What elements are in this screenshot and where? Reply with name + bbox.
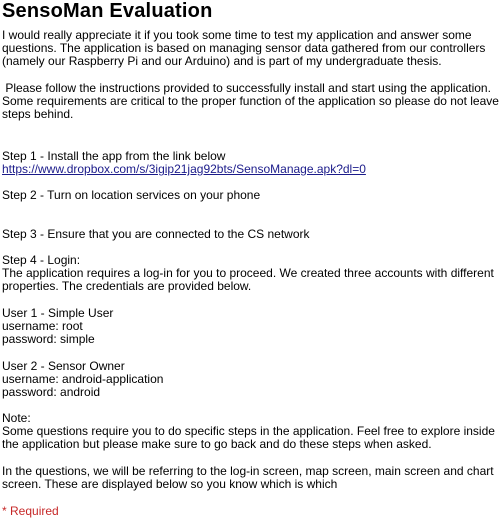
user-1-credentials xyxy=(2,307,499,346)
form-title: SensoMan Evaluation xyxy=(2,0,213,22)
required-legend: * Required xyxy=(2,504,59,518)
note-label: Note: xyxy=(2,411,31,425)
user-1-password: password: simple xyxy=(2,332,95,346)
step-1-label: Step 1 - Install the app from the link below xyxy=(2,149,226,163)
apk-download-link[interactable]: https://www.dropbox.com/s/3igip21jag92bts/SensoManage.apk?dl=0 xyxy=(2,162,366,176)
user-2-credentials xyxy=(2,360,499,399)
user-1-title: User 1 - Simple User xyxy=(2,306,114,320)
step-3: Step 3 - Ensure that you are connected to the CS network xyxy=(2,227,310,241)
note-text: Some questions require you to do specific steps in the application. Feel free to explore inside the application but please make sure to go back and do these steps when asked. xyxy=(2,424,495,451)
intro-paragraph: I would really appreciate it if you took some time to test my application and answer some questions. The application is based on managing sensor data gathered from our controllers (namely our Raspberry Pi and our Arduino) and is part of my undergraduate thesis. xyxy=(2,28,486,68)
step-4-label: Step 4 - Login: xyxy=(2,253,81,267)
user-2-title: User 2 - Sensor Owner xyxy=(2,359,125,373)
step-4 xyxy=(2,254,499,293)
step-2: Step 2 - Turn on location services on your phone xyxy=(2,188,261,202)
instructions-paragraph: Please follow the instructions provided to successfully install and start using the application. Some requirements are critical to the proper function of the application so please do not leave steps behind. xyxy=(2,81,499,121)
step-4-text: The application requires a log-in for you to proceed. We created three accounts with different properties. The credentials are provided below. xyxy=(2,266,494,293)
note-section xyxy=(2,412,499,451)
user-2-password: password: android xyxy=(2,385,101,399)
screens-description: In the questions, we will be referring to the log-in screen, map screen, main screen and chart screen. These are displayed below so you know which is which xyxy=(2,464,494,491)
step-1 xyxy=(2,150,499,176)
user-1-username: username: root xyxy=(2,319,83,333)
user-2-username: username: android-application xyxy=(2,372,164,386)
